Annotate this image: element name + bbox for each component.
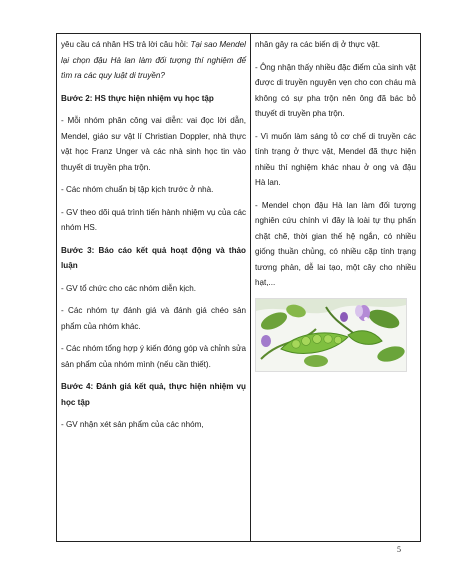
question-paragraph bbox=[61, 37, 246, 84]
step-2-roles: - Mỗi nhóm phân công vai diễn: vai đọc lời dẫn, Mendel, giáo sư vật lí Christian Doppler, nhà thực vật học Franz Unger và các nhà sinh học tin vào thuyết di truyền pha trộn. bbox=[61, 116, 246, 172]
page-number: 5 bbox=[397, 545, 401, 554]
answer-experiments: - Vì muốn làm sáng tỏ cơ chế di truyền các tính trạng ở thực vật, Mendel đã thực hiện nhiều thí nghiệm khác nhau ở ong và đậu Hà lan. bbox=[255, 131, 416, 187]
step-3-heading: Bước 3: Báo cáo kết quả hoạt động và thảo luận bbox=[61, 245, 246, 270]
left-column bbox=[57, 34, 251, 542]
step-3-evaluate: - Các nhóm tự đánh giá và đánh giá chéo sản phẩm của nhóm khác. bbox=[61, 306, 246, 331]
right-column bbox=[251, 34, 421, 542]
pea-pod-photo bbox=[255, 298, 407, 372]
step-2-monitor: - GV theo dõi quá trình tiến hành nhiệm vụ của các nhóm HS. bbox=[61, 207, 246, 232]
answer-variation: nhân gây ra các biến dị ở thực vật. bbox=[255, 40, 381, 49]
answer-inheritance: - Ông nhận thấy nhiều đặc điểm của sinh vật được di truyền nguyên vẹn cho con cháu mà không có sự pha trộn nên ông đã bác bỏ thuyết di truyền pha trộn. bbox=[255, 62, 416, 118]
pea-illustration bbox=[256, 299, 406, 371]
step-2-prepare: - Các nhóm chuẩn bị tập kịch trước ở nhà. bbox=[61, 185, 214, 194]
table-row bbox=[57, 34, 421, 542]
answer-pea-choice: - Mendel chọn đậu Hà lan làm đối tượng nghiên cứu chính vì đây là loài tự thụ phấn chặt chẽ, thời gian thế hệ ngắn, có nhiều giống thuần chủng, có nhiều cặp tính trạng tương phản, dễ lai tạo, một cây cho nhiều hạt,... bbox=[255, 200, 416, 287]
step-4-heading: Bước 4: Đánh giá kết quả, thực hiện nhiệm vụ học tập bbox=[61, 382, 246, 407]
step-3-perform: - GV tổ chức cho các nhóm diễn kịch. bbox=[61, 283, 196, 293]
step-2-heading: Bước 2: HS thực hiện nhiệm vụ học tập bbox=[61, 93, 214, 103]
step-3-revise: - Các nhóm tổng hợp ý kiến đóng góp và chỉnh sửa sản phẩm của nhóm mình (nếu cần thiết). bbox=[61, 344, 246, 369]
lesson-table bbox=[56, 33, 421, 542]
question-intro: yêu cầu cá nhân HS trả lời câu hỏi: bbox=[61, 40, 191, 49]
step-4-comment: - GV nhận xét sản phẩm của các nhóm, bbox=[61, 420, 204, 429]
question-text: Tại sao Mendel lại chọn đậu Hà lan làm đối tượng thí nghiệm để tìm ra các quy luật di truyền? bbox=[61, 40, 246, 80]
